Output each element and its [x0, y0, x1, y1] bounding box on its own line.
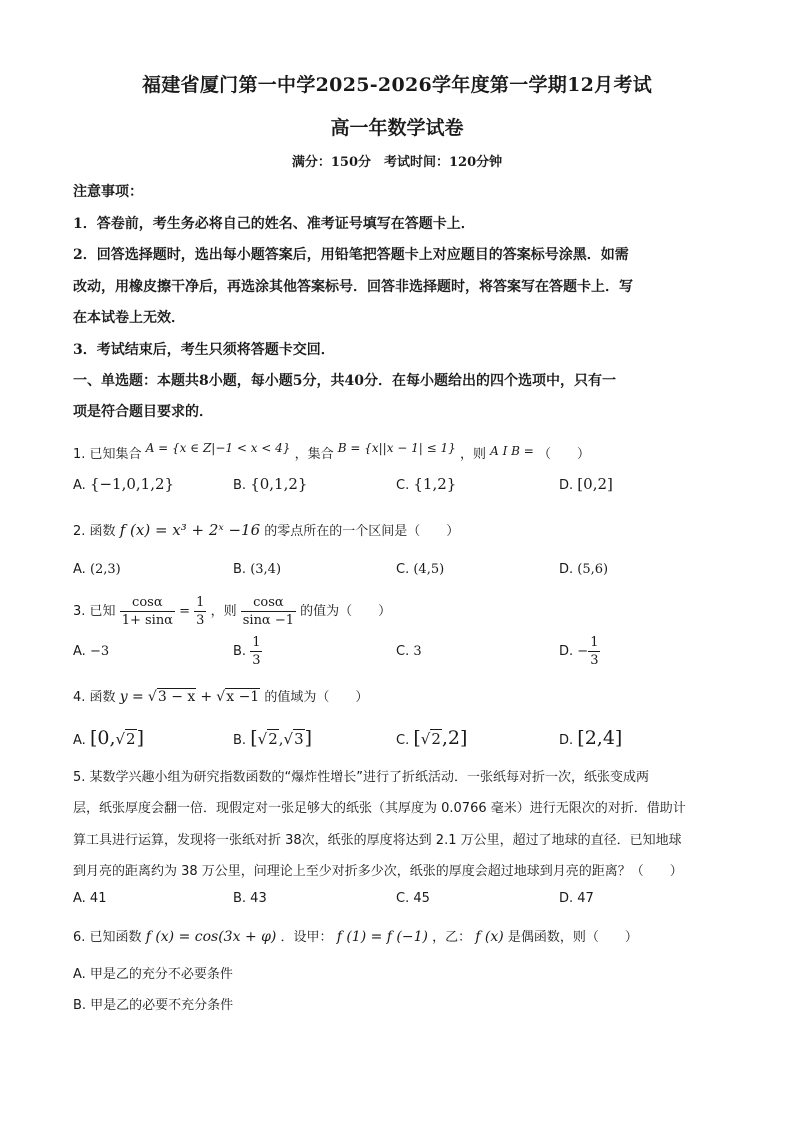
exam-info: 满分：150分 考试时间：120分钟 [291, 155, 503, 170]
q3-option-b-numerator: 1 [252, 635, 261, 650]
q4-option-b-open: [ [250, 727, 258, 749]
question-5-line-2: 层，纸张厚度会翻一倍．现假定对一张足够大的纸张（其厚度为 0.0766 毫米）进行无限次的对折．借助计 [73, 801, 686, 816]
q3-option-b-denominator: 3 [252, 653, 261, 668]
q4-option-b-comma: , [278, 730, 284, 748]
q2-function: f (x) = x³ + 2ˣ −16 [119, 521, 261, 539]
q1-option-d-label: D. [559, 478, 574, 493]
q3-option-c-value: 3 [413, 644, 422, 659]
question-4-stem: 4. 函数 y = √3 − x + √x −1 的值域为（ ） [73, 689, 369, 705]
q1-mid: ，集合 [294, 447, 334, 462]
q3-fraction-1 [120, 594, 175, 629]
q4-option-b: B. [√2,√3] [233, 727, 313, 749]
q4-radicand-1: 3 − x [157, 689, 196, 705]
q2-option-c-value: (4,5) [413, 562, 445, 577]
q1-option-d [559, 475, 613, 493]
q4-option-d-label: D. [559, 733, 574, 748]
note-3: 3．考试结束后，考生只须将答题卡交回． [73, 342, 335, 358]
q3-option-d-fraction [588, 634, 600, 669]
q3-prefix: 3. 已知 [73, 604, 116, 619]
q5-option-b: B. 43 [233, 891, 267, 906]
q2-option-a-label: A. [73, 562, 86, 577]
q4-y: y = [119, 689, 144, 705]
q4-option-a-close: ] [136, 727, 145, 749]
q3-option-d [559, 634, 600, 669]
q6-mid: ．设甲： [280, 930, 333, 945]
note-2-line-1: 2．回答选择题时，选出每小题答案后，用铅笔把答题卡上对应题目的答案标号涂黑．如需 [73, 247, 629, 263]
q1-option-a-label: A. [73, 478, 86, 493]
q2-option-c [396, 562, 444, 577]
section-heading-line-2: 项是符合题目要求的． [73, 404, 213, 420]
q1-option-c-label: C. [396, 478, 410, 493]
note-1: 1．答卷前，考生务必将自己的姓名、准考证号填写在答题卡上． [73, 216, 475, 232]
q3-fraction-3-numerator: cosα [241, 594, 296, 612]
q1-option-a-value: {−1,0,1,2} [89, 475, 175, 493]
q2-option-d-value: (5,6) [577, 562, 609, 577]
q1-option-b [233, 475, 307, 493]
q3-mid: ，则 [210, 604, 237, 619]
question-6-stem [73, 926, 638, 945]
q3-option-c-label: C. [396, 644, 410, 659]
q4-option-a-open: [0, [89, 727, 116, 749]
q6-fx: f (x) [475, 929, 504, 945]
q1-option-b-label: B. [233, 478, 247, 493]
q2-option-c-label: C. [396, 562, 410, 577]
q3-fraction-1-numerator: cosα [120, 594, 175, 612]
q1-tail: ，则 [459, 447, 486, 462]
exam-title: 福建省厦门第一中学2025-2026学年度第一学期12月考试 [141, 74, 653, 96]
q3-fraction-3-denominator: sinα −1 [242, 613, 295, 628]
q3-option-d-denominator: 3 [590, 653, 599, 668]
q3-tail: 的值为（ ） [300, 604, 392, 619]
q3-option-a-label: A. [73, 644, 86, 659]
q3-option-a-value: −3 [89, 644, 110, 659]
q3-fraction-2-numerator: 1 [196, 595, 205, 610]
q1-option-d-value: [0,2] [577, 475, 613, 493]
q1-set-b: B = {x||x − 1| ≤ 1} [337, 441, 456, 455]
q2-tail: 的零点所在的一个区间是（ ） [264, 524, 460, 539]
q4-option-c-rest: ,2] [441, 727, 468, 749]
q3-option-b-fraction [250, 634, 262, 669]
q4-option-c-label: C. [396, 733, 410, 748]
q4-prefix: 4. 函数 [73, 690, 116, 705]
q4-tail: 的值域为（ ） [264, 690, 369, 705]
q6-function: f (x) = cos(3x + φ) [145, 929, 277, 945]
q4-option-a: A. [0,√2] [73, 727, 145, 749]
q4-option-c: C. [√2,2] [396, 727, 468, 749]
q3-option-b [233, 634, 262, 669]
q2-prefix: 2. 函数 [73, 524, 116, 539]
q2-option-b [233, 562, 281, 577]
exam-subtitle: 高一年数学试卷 [330, 117, 464, 139]
q4-option-d-value: [2,4] [577, 727, 623, 749]
q3-option-d-numerator: 1 [590, 635, 599, 650]
q1-prefix: 1. 已知集合 [73, 447, 142, 462]
q6-option-a: A. 甲是乙的充分不必要条件 [73, 967, 233, 982]
q5-option-c: C. 45 [396, 891, 430, 906]
q2-option-a [73, 562, 121, 577]
q4-option-b-radicand-1: 2 [268, 730, 278, 748]
q4-option-c-open: [ [413, 727, 421, 749]
q4-option-b-radicand-2: 3 [294, 730, 304, 748]
q2-option-d-label: D. [559, 562, 574, 577]
q2-option-d [559, 562, 608, 577]
q3-fraction-1-denominator: 1+ sinα [121, 613, 173, 628]
q4-radicand-2: x −1 [226, 689, 260, 705]
q4-option-a-radicand: 2 [126, 730, 136, 748]
q4-plus: + [200, 689, 213, 705]
question-5-line-3: 算工具进行运算，发现将一张纸对折 38次，纸张的厚度将达到 2.1 万公里，超过了地球的直径．已知地球 [73, 833, 682, 848]
q2-option-b-label: B. [233, 562, 247, 577]
section-heading-line-1: 一、单选题：本题共8小题，每小题5分，共40分．在每小题给出的四个选项中，只有一 [73, 373, 616, 389]
q5-option-d: D. 47 [559, 891, 594, 906]
q6-prefix: 6. 已知函数 [73, 930, 142, 945]
note-2-line-3: 在本试卷上无效． [73, 310, 185, 326]
q1-option-b-value: {0,1,2} [250, 475, 308, 493]
question-5-line-4: 到月亮的距离约为 38 万公里，问理论上至少对折多少次，纸张的厚度会超过地球到月亮的距离？（ ） [73, 864, 683, 879]
q1-paren: （ ） [537, 447, 590, 462]
q6-condition: f (1) = f (−1) [336, 929, 428, 945]
q1-option-a [73, 475, 174, 493]
q1-option-c [396, 475, 456, 493]
q4-option-b-label: B. [233, 733, 247, 748]
question-5-line-1: 5. 某数学兴趣小组为研究指数函数的“爆炸性增长”进行了折纸活动．一张纸每对折一次，纸张变成两 [73, 770, 650, 785]
q4-option-b-close: ] [304, 727, 313, 749]
q1-set-a: A = {x ∈ Z|−1 < x < 4} [145, 441, 291, 455]
q3-fraction-2-denominator: 3 [196, 613, 205, 628]
q2-option-b-value: (3,4) [250, 562, 282, 577]
q1-option-c-value: {1,2} [413, 475, 457, 493]
question-1-stem [73, 443, 590, 462]
q6-mid-2: ，乙： [432, 930, 472, 945]
q3-option-b-label: B. [233, 644, 247, 659]
q1-expression: A I B = [490, 444, 534, 458]
question-3-stem [73, 594, 391, 629]
q3-fraction-3 [241, 594, 296, 629]
q5-option-a: A. 41 [73, 891, 107, 906]
q3-option-a [73, 644, 109, 659]
q4-option-a-label: A. [73, 733, 86, 748]
q4-option-c-radicand: 2 [431, 730, 441, 748]
q6-tail: 是偶函数，则（ ） [507, 930, 638, 945]
q2-option-a-value: (2,3) [89, 562, 121, 577]
q3-option-d-label: D. [559, 644, 574, 659]
q3-option-d-sign: − [577, 644, 589, 659]
notes-heading: 注意事项： [73, 184, 143, 200]
q3-fraction-2 [194, 594, 206, 629]
q3-equals: = [179, 604, 191, 619]
note-2-line-2: 改动，用橡皮擦干净后，再选涂其他答案标号．回答非选择题时，将答案写在答题卡上．写 [73, 279, 633, 295]
q4-option-d [559, 727, 622, 749]
q3-option-c [396, 644, 422, 659]
q6-option-b: B. 甲是乙的必要不充分条件 [73, 998, 234, 1013]
question-2-stem [73, 520, 459, 539]
